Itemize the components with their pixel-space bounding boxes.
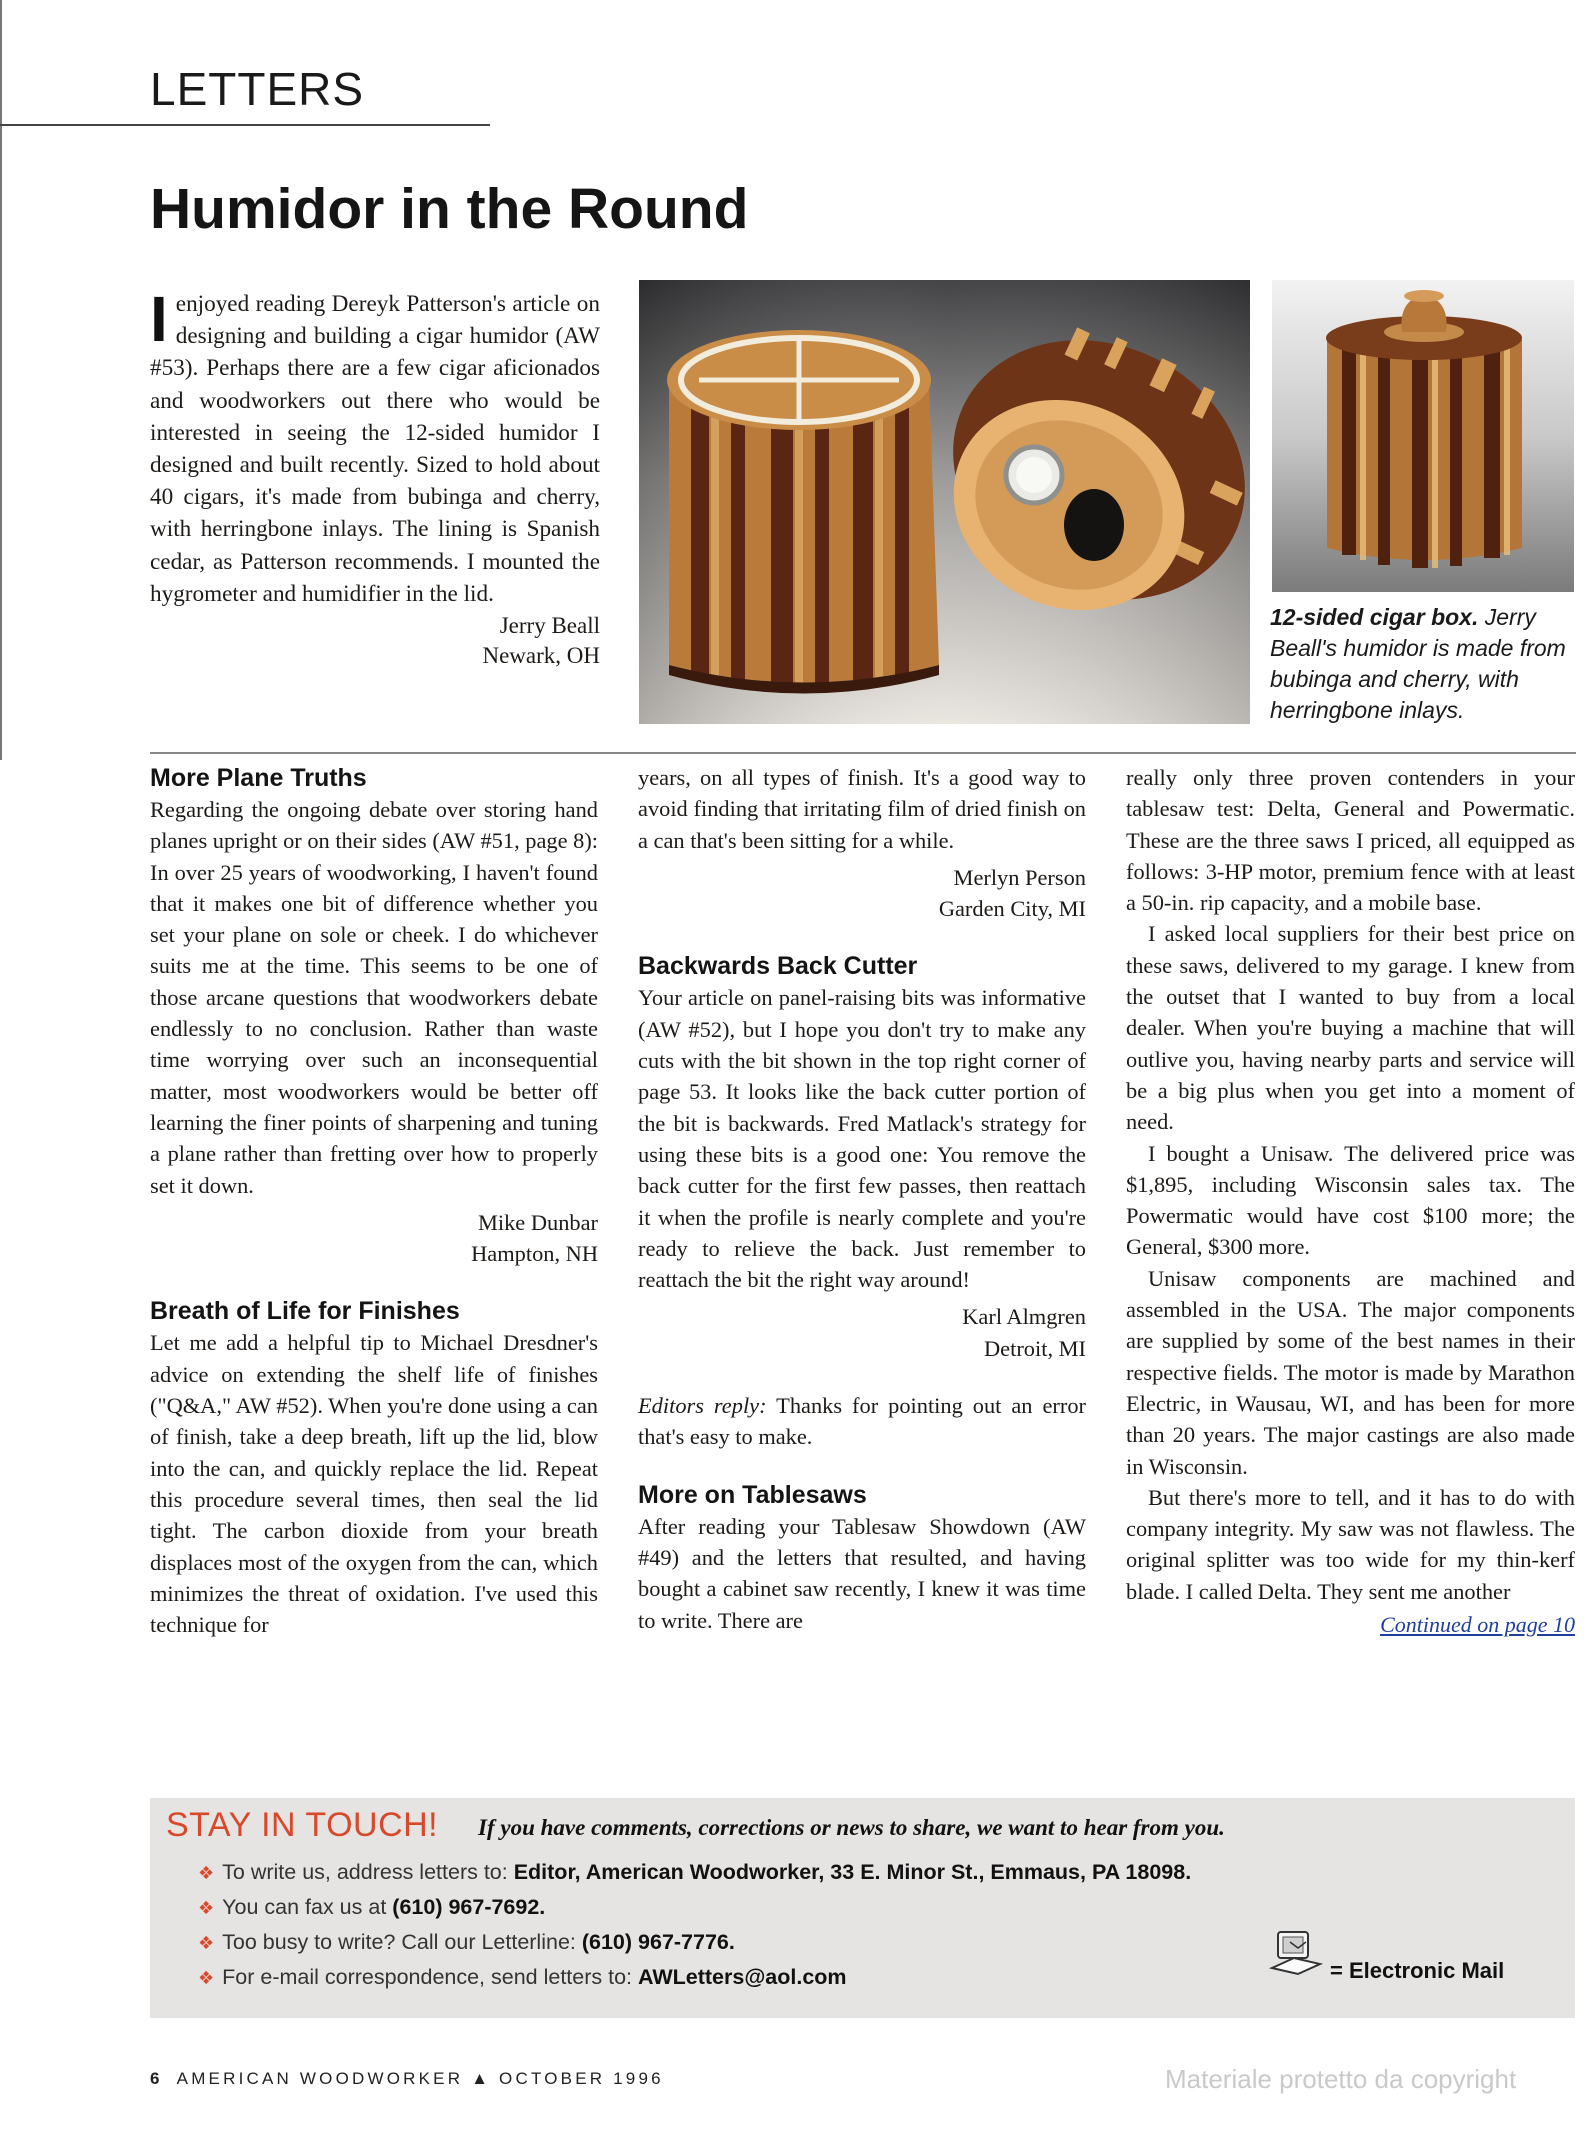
section-label: LETTERS: [150, 63, 365, 115]
letter-breath-of-life: Let me add a helpful tip to Michael Dresdner's advice on extending the shelf life of finishes ("Q&A," AW #52). When you're done using a can of finish, take a deep breath, lift up the lid, blow into the can, and quickly replace the lid. Repeat this procedure several times, then seal the lid tight. The carbon dioxide from your breath displaces most of the oxygen from the can, which minimizes the threat of oxidation. I've used this technique for: [150, 1330, 598, 1638]
page-number: 6: [150, 2069, 163, 2088]
left-humidor: [667, 330, 939, 694]
continued-link[interactable]: Continued on page 10: [1380, 1612, 1575, 1638]
stay-in-touch-subtitle: If you have comments, corrections or news to share, we want to hear from you.: [478, 1815, 1225, 1840]
contact-fax-number: (610) 967-7692.: [392, 1895, 546, 1919]
section-divider: [150, 752, 1576, 754]
letter-breath-continued: years, on all types of finish. It's a good way to avoid finding that irritating film of dried finish on a can that's been sitting for a while.: [638, 765, 1086, 853]
diamond-bullet-icon: ❖: [198, 1933, 215, 1953]
column-1: [150, 762, 598, 1640]
contact-email-text: For e-mail correspondence, send letters to:: [222, 1965, 638, 1989]
diamond-bullet-icon: ❖: [198, 1898, 215, 1918]
contact-list: [198, 1855, 1191, 1995]
humidor-photo: [639, 280, 1250, 724]
page-edge-rule: [0, 0, 2, 760]
letter-plane-truths: Regarding the ongoing debate over storing hand planes upright or on their sides (AW #51, page 8): In over 25 years of woodworking, I haven't found that it makes one bit of difference whether you set your plane on sole or cheek. I do whichever suits me at the time. This seems to be one of those arcane questions that woodworkers debate endlessly to no conclusion. Rather than waste time worrying over such an inconsequential matter, most woodworkers would be better off learning the finer points of sharpening and tuning a plane rather than fretting over how to properly set it down.: [150, 797, 598, 1198]
page-footer: [150, 2069, 664, 2089]
intro-text: enjoyed reading Dereyk Patterson's article on designing and building a cigar humidor (AW #53). Perhaps there are a few cigar aficionados and woodworkers out there who would be interested in seeing the 12-sided humidor I designed and built recently. Sized to hold about 40 cigars, it's made from bubinga and cherry, with herringbone inlays. The lining is Spanish cedar, as Patterson recommends. I mounted the hygrometer and humidifier in the lid.: [150, 291, 600, 607]
column-2: [638, 762, 1086, 1636]
caption-text: Jerry Beall's humidor is made from bubinga and cherry, with herringbone inlays.: [1270, 604, 1566, 723]
copyright-watermark: Materiale protetto da copyright: [1165, 2064, 1517, 2094]
intro-location: Newark, OH: [482, 643, 600, 669]
sig-hampton: Hampton, NH: [471, 1241, 598, 1267]
heading-backwards-back-cutter: Backwards Back Cutter: [638, 952, 918, 981]
electronic-mail-label: = Electronic Mail: [1330, 1958, 1505, 1983]
heading-breath-of-life: Breath of Life for Finishes: [150, 1297, 460, 1326]
caption-bold: 12-sided cigar box.: [1270, 604, 1479, 630]
tablesaws-p5: But there's more to tell, and it has to do with company integrity. My saw was not flawless. The original splitter was too wide for my thin-kerf blade. I called Delta. They sent me another: [1126, 1484, 1575, 1604]
contact-email-address[interactable]: AWLetters@aol.com: [638, 1965, 847, 1989]
heading-more-plane-truths: More Plane Truths: [150, 764, 367, 792]
humidor-side-photo: [1272, 280, 1574, 592]
tablesaws-p3: I bought a Unisaw. The delivered price was $1,895, including Wisconsin sales tax. The Powermatic would have cost $100 more; the General, $300 more.: [1126, 1140, 1575, 1260]
contact-item-fax: [198, 1890, 1191, 1925]
sig-karl-almgren: Karl Almgren: [962, 1304, 1086, 1330]
diamond-bullet-icon: ❖: [198, 1968, 215, 1988]
editors-reply: [638, 1390, 1086, 1453]
contact-fax-text: You can fax us at: [222, 1895, 393, 1919]
contact-mail-text: To write us, address letters to:: [222, 1860, 514, 1884]
contact-phone-number: (610) 967-7776.: [581, 1930, 735, 1954]
sig-detroit: Detroit, MI: [984, 1335, 1086, 1361]
column-3: [1126, 762, 1575, 1640]
photo-caption: [1270, 602, 1580, 726]
heading-more-on-tablesaws: More on Tablesaws: [638, 1480, 867, 1509]
intro-author: Jerry Beall: [499, 613, 600, 639]
tablesaws-p1: really only three proven contenders in your tablesaw test: Delta, General and Powermatic. These are the three saws I priced, all equipped as follows: 3-HP motor, premium fence with at least a 50-in. rip capacity, and a mobile base.: [1126, 765, 1575, 916]
editors-reply-label: Editors reply:: [638, 1393, 767, 1419]
contact-item-email: [198, 1960, 1191, 1995]
headline: Humidor in the Round: [150, 177, 749, 241]
computer-mail-icon: [1268, 1928, 1328, 1976]
section-rule: [0, 124, 490, 126]
letter-back-cutter: Your article on panel-raising bits was informative (AW #52), but I hope you don't try to make any cuts with the bit shown in the top right corner of page 53. It looks like the back cutter portion of the bit is backwards. Fred Matlack's strategy for using these bits is a good one: You remove the back cutter for the first few passes, then reattach it when the profile is nearly complete and you're ready to relieve the back. Just remember to reattach the bit the right way around!: [638, 985, 1086, 1293]
tablesaws-p4: Unisaw components are machined and assembled in the USA. The major components are supplied by some of the best names in their respective fields. The motor is made by Marathon Electric, in Wausau, WI, and has been for more than 20 years. The major castings are also made in Wisconsin.: [1126, 1265, 1575, 1479]
contact-item-mail: [198, 1855, 1191, 1890]
drop-cap: I: [150, 283, 168, 355]
tablesaws-p2: I asked local suppliers for their best price on these saws, delivered to my garage. I knew from the outset that I wanted to buy from a local dealer. When you're buying a machine that will outlive you, having nearby parts and service will be a big plus when you get into a moment of need.: [1126, 921, 1575, 1135]
sig-garden-city: Garden City, MI: [938, 896, 1086, 922]
sig-merlyn-person: Merlyn Person: [953, 864, 1086, 890]
publication-line: AMERICAN WOODWORKER ▲ OCTOBER 1996: [176, 2069, 664, 2088]
diamond-bullet-icon: ❖: [198, 1863, 215, 1883]
stay-in-touch-title: STAY IN TOUCH!: [166, 1806, 439, 1844]
sig-mike-dunbar: Mike Dunbar: [477, 1209, 598, 1235]
contact-item-phone: [198, 1925, 1191, 1960]
letter-tablesaws: After reading your Tablesaw Showdown (AW #49) and the letters that resulted, and having bought a cabinet saw recently, I knew it was time to write. There are: [638, 1513, 1086, 1633]
contact-mail-address: Editor, American Woodworker, 33 E. Minor St., Emmaus, PA 18098.: [513, 1860, 1192, 1884]
intro-letter: [150, 283, 600, 671]
contact-phone-text: Too busy to write? Call our Letterline:: [222, 1930, 582, 1954]
editors-reply-text: Thanks for pointing out an error that's easy to make.: [638, 1393, 1086, 1450]
